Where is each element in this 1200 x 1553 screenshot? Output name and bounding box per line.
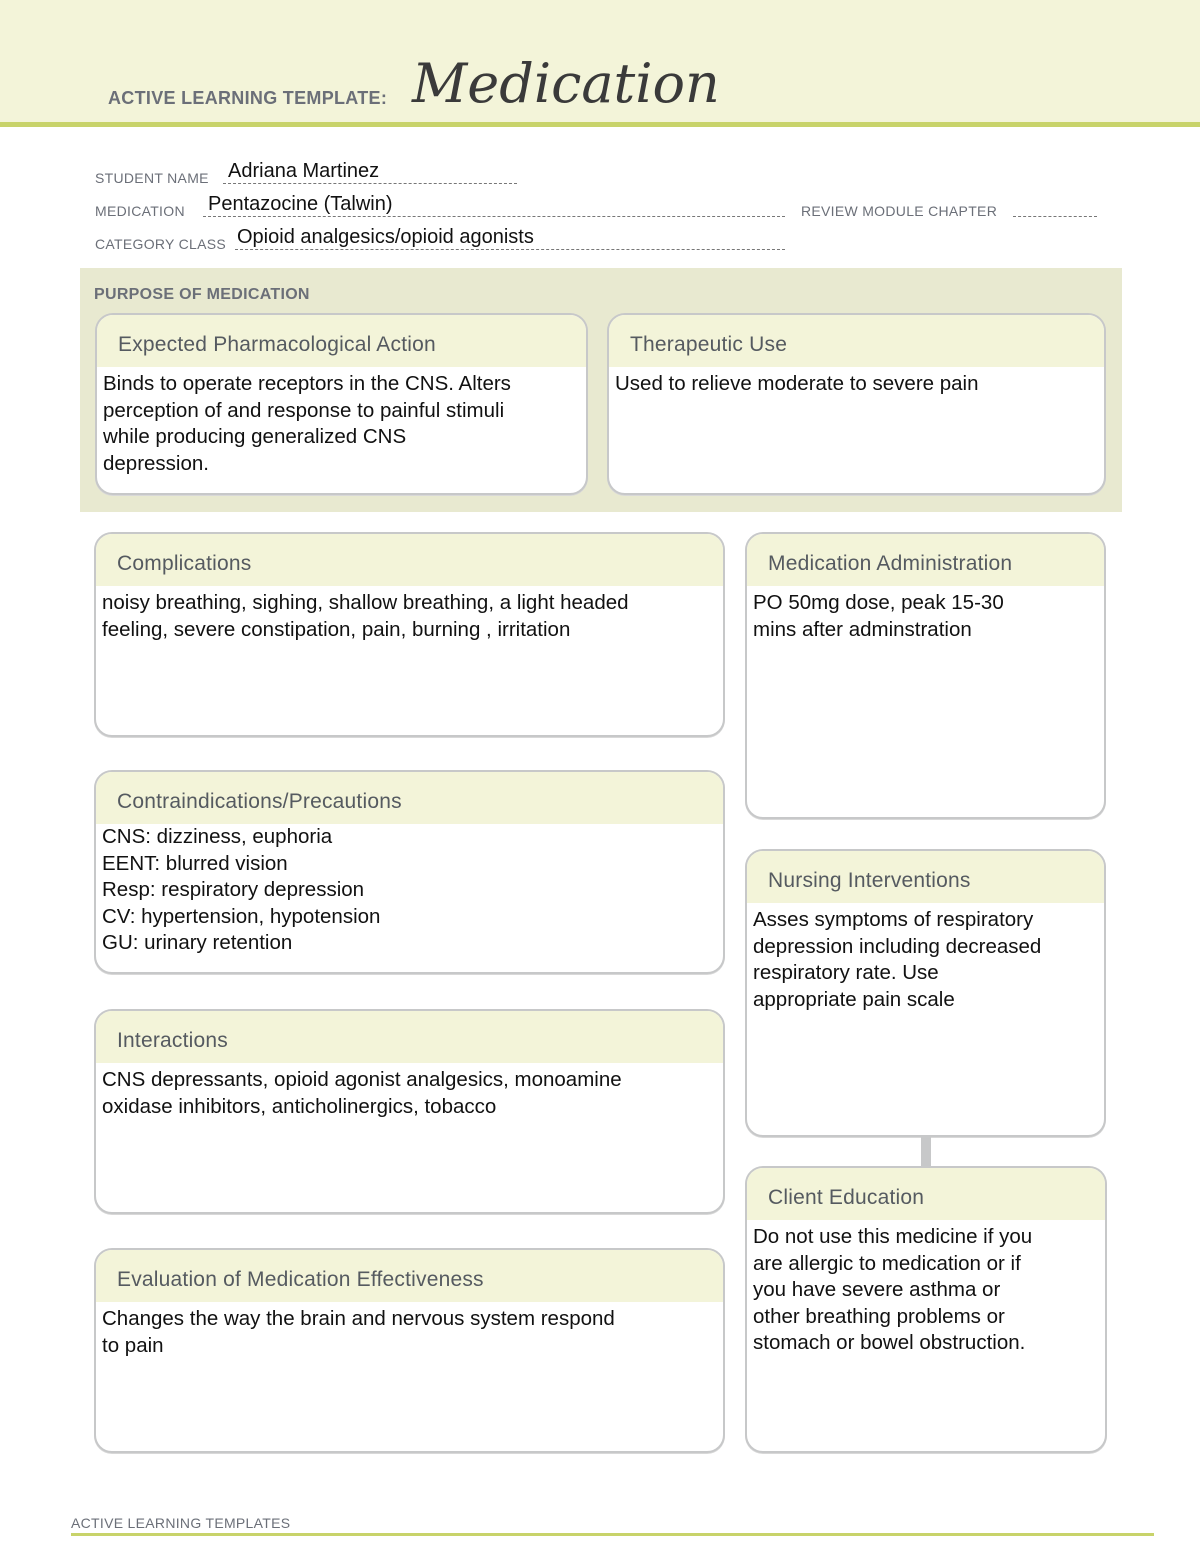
complications-card — [94, 532, 725, 737]
expected-action-text[interactable]: Binds to operate receptors in the CNS. Alters perception of and response to painful stimuli while producing generalized CNS depression. — [103, 372, 511, 475]
category-class-field[interactable]: Opioid analgesics/opioid agonists — [237, 226, 534, 248]
medication-administration-title: Medication Administration — [747, 534, 1104, 586]
contraindications-title: Contraindications/Precautions — [96, 772, 723, 824]
category-class-label: CATEGORY CLASS — [95, 236, 227, 252]
interactions-text[interactable]: CNS depressants, opioid agonist analgesics, monoamine oxidase inhibitors, anticholinergics, tobacco — [102, 1068, 622, 1118]
student-name-row — [95, 160, 525, 186]
medication-administration-text[interactable]: PO 50mg dose, peak 15-30 mins after adminstration — [753, 591, 1004, 641]
complications-title: Complications — [96, 534, 723, 586]
review-module-row — [801, 193, 1101, 219]
contraindications-card — [94, 770, 725, 974]
medication-administration-card — [745, 532, 1106, 819]
review-module-label: REVIEW MODULE CHAPTER — [801, 203, 998, 219]
student-name-field[interactable]: Adriana Martinez — [228, 160, 380, 182]
evaluation-title: Evaluation of Medication Effectiveness — [96, 1250, 723, 1302]
evaluation-text[interactable]: Changes the way the brain and nervous system respond to pain — [102, 1307, 615, 1357]
student-name-label: STUDENT NAME — [95, 170, 209, 186]
template-label: ACTIVE LEARNING TEMPLATE: — [108, 88, 388, 108]
medication-label: MEDICATION — [95, 203, 185, 219]
nursing-interventions-title: Nursing Interventions — [747, 851, 1104, 903]
expected-action-title: Expected Pharmacological Action — [97, 315, 586, 367]
category-class-row — [95, 226, 795, 252]
header-rule — [0, 122, 1200, 127]
review-module-line — [1013, 216, 1097, 217]
purpose-title: PURPOSE OF MEDICATION — [94, 286, 310, 303]
therapeutic-use-title: Therapeutic Use — [609, 315, 1104, 367]
nursing-interventions-card — [745, 849, 1106, 1137]
student-name-line — [223, 183, 517, 184]
medication-line — [203, 216, 785, 217]
contraindications-text[interactable]: CNS: dizziness, euphoria EENT: blurred vision Resp: respiratory depression CV: hypertension, hypotension GU: urinary retention — [102, 825, 381, 954]
category-class-line — [235, 249, 785, 250]
therapeutic-use-text[interactable]: Used to relieve moderate to severe pain — [615, 372, 979, 395]
expected-action-card — [95, 313, 588, 495]
medication-field[interactable]: Pentazocine (Talwin) — [208, 193, 393, 215]
interactions-title: Interactions — [96, 1011, 723, 1063]
medication-row — [95, 193, 795, 219]
page-title: Medication — [412, 52, 720, 115]
client-education-title: Client Education — [747, 1168, 1105, 1220]
footer-label: ACTIVE LEARNING TEMPLATES — [71, 1515, 291, 1531]
card-connector — [921, 1136, 931, 1166]
therapeutic-use-card — [607, 313, 1106, 495]
evaluation-card — [94, 1248, 725, 1453]
complications-text[interactable]: noisy breathing, sighing, shallow breathing, a light headed feeling, severe constipation, pain, burning , irritation — [102, 591, 629, 641]
footer-rule — [71, 1533, 1154, 1536]
client-education-text[interactable]: Do not use this medicine if you are allergic to medication or if you have severe asthma or other breathing problems or stomach or bowel obstruction. — [753, 1225, 1033, 1354]
nursing-interventions-text[interactable]: Asses symptoms of respiratory depression including decreased respiratory rate. Use appropriate pain scale — [753, 908, 1042, 1011]
interactions-card — [94, 1009, 725, 1214]
client-education-card — [745, 1166, 1107, 1453]
